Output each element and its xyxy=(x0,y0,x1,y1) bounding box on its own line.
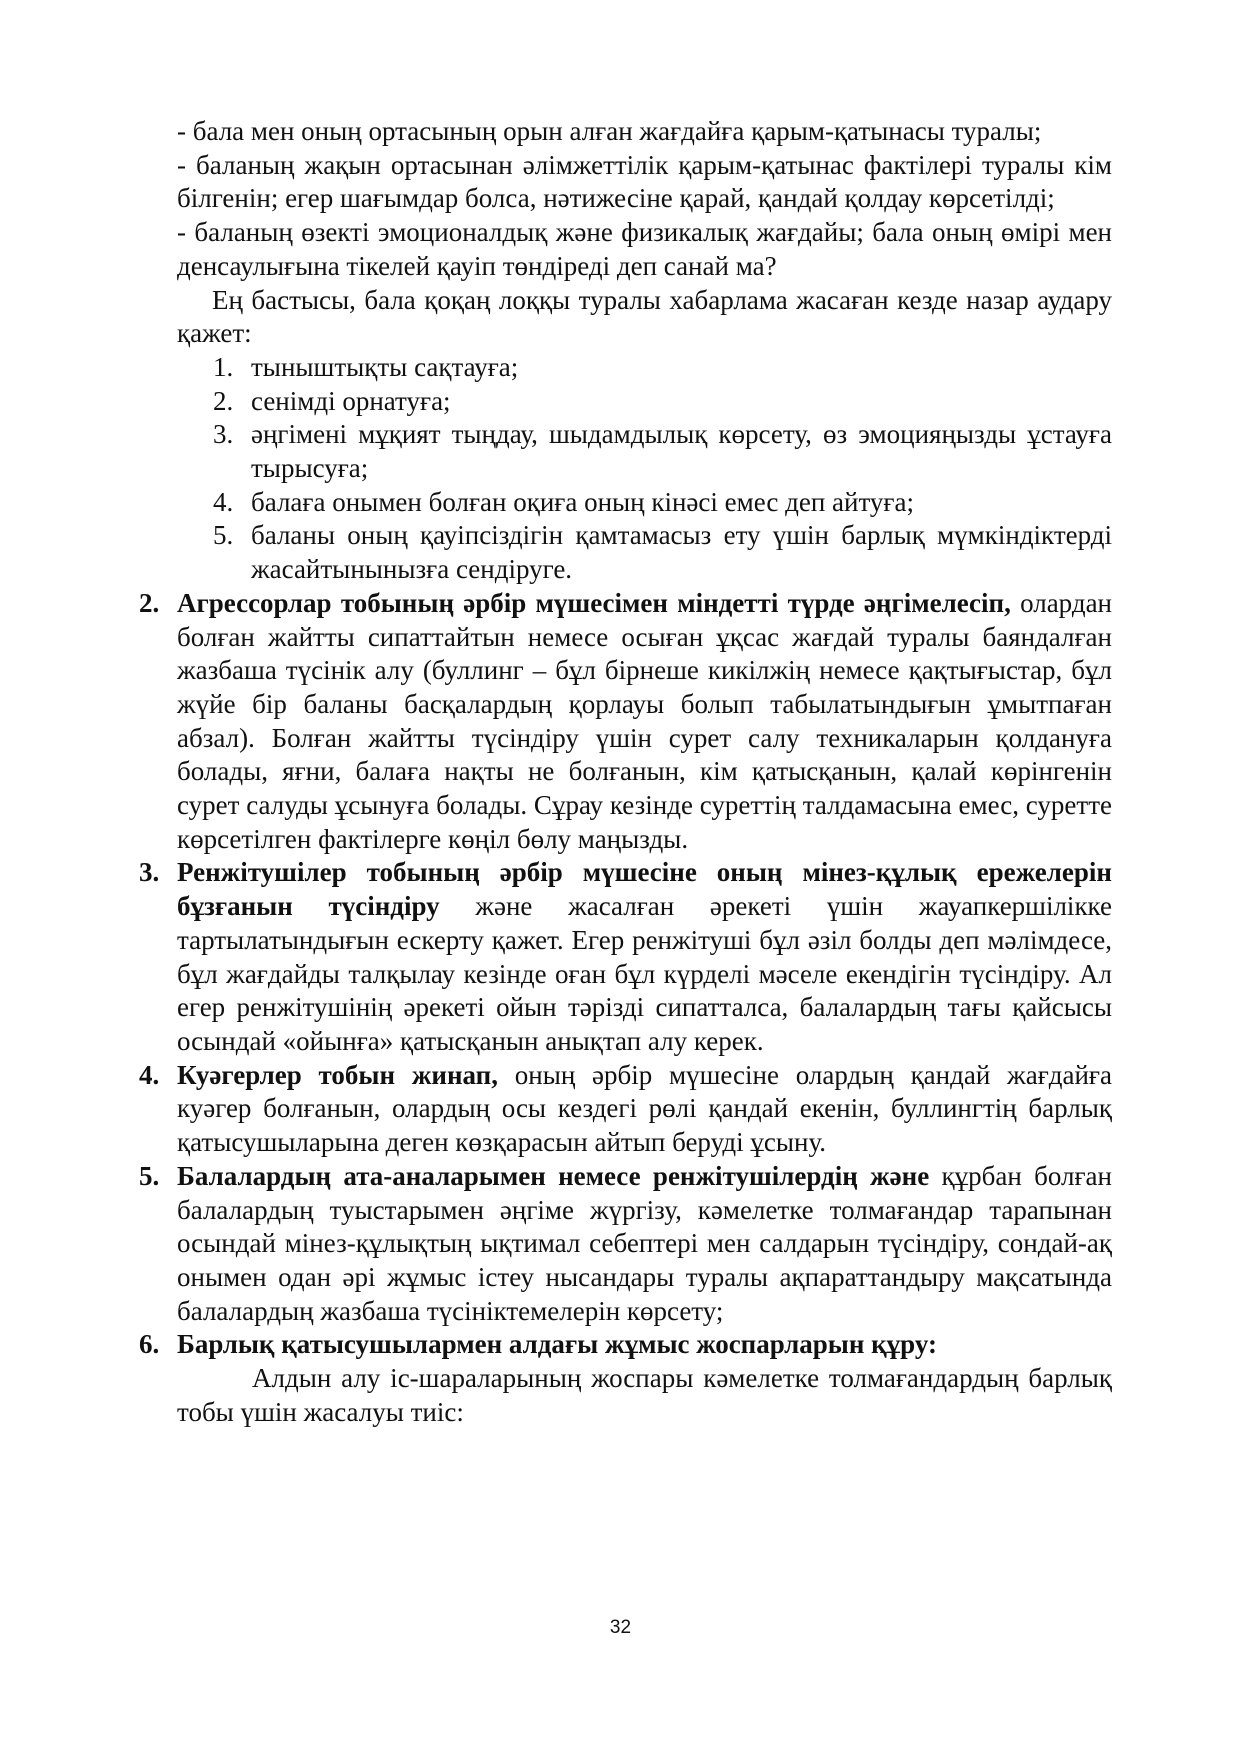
main-list-number: 3. xyxy=(139,857,160,888)
closing-paragraph: Алдын алу іс-шараларының жоспары кәмелетке толмағандардың барлық тобы үшін жасалуы тиіс: xyxy=(177,1363,1112,1427)
sub-list-number: 1. xyxy=(213,351,234,382)
sub-list-item xyxy=(177,486,1112,520)
sub-list-text: тыныштықты сақтауға; xyxy=(251,351,519,382)
main-list-text: құрбан болған балалардың туыстарымен әңгіме жүргізу, кәмелетке толмағандар тарапынан осындай мінез-құлықтың ықтимал себептері мен салдарын түсіндіру, сондай-ақ онымен одан әрі жұмыс істеу нысандары туралы ақпараттандыру мақсатында балалардың жазбаша түсініктемелерін көрсету; xyxy=(177,1160,1112,1326)
main-list-text: олардан болған жайтты сипаттайтын немесе осыған ұқсас жағдай туралы баяндалған жазбаша түсінік алу (буллинг – бұл бірнеше кикілжің немесе қақтығыстар, бұл жүйе бір баланы басқалардың қорлауы болып табылатындығын ұмытпаған абзал). Болған жайтты түсіндіру үшін сурет салу техникаларын қолдануға болады, яғни, балаға нақты не болғанын, кім қатысқанын, қалай көрінгенін сурет салуды ұсынуға болады. Сұрау кезінде суреттің талдамасына емес, суретте көрсетілген фактілерге көңіл бөлу маңызды. xyxy=(177,587,1112,854)
main-list-heading: Ренжітушілер тобының әрбір мүшесіне оның мінез-құлық ережелерін бұзғанын түсіндіру xyxy=(177,857,1112,922)
sub-list xyxy=(177,351,1112,587)
sub-list-number: 2. xyxy=(213,385,234,416)
document-body xyxy=(139,115,1112,1429)
page-number: 32 xyxy=(609,1617,632,1638)
sub-list-item xyxy=(177,519,1112,586)
intro-line: - баланың өзекті эмоционалдық және физикалық жағдайы; бала оның өмірі мен денсаулығына тікелей қауіп төндіреді деп санай ма? xyxy=(177,217,1112,281)
main-list-item xyxy=(139,1328,1112,1362)
main-list-heading: Куәгерлер тобын жинап, xyxy=(177,1059,498,1090)
main-list-number: 6. xyxy=(139,1329,160,1360)
sub-list-item xyxy=(177,351,1112,385)
main-list-number: 2. xyxy=(139,587,160,618)
sub-list-text: баланы оның қауіпсіздігін қамтамасыз ету үшін барлық мүмкіндіктерді жасайтынынызға сендіруге. xyxy=(251,520,1112,585)
main-list-heading: Балалардың ата-аналарымен немесе ренжітушілердің және xyxy=(177,1160,930,1191)
sub-list-text: сенімді орнатуға; xyxy=(251,385,451,416)
main-list-item xyxy=(139,856,1112,1058)
main-list-number: 5. xyxy=(139,1160,160,1191)
main-list-item xyxy=(139,1059,1112,1160)
sub-list-number: 5. xyxy=(213,520,234,551)
sub-list-item xyxy=(177,418,1112,485)
lead-paragraph: Ең бастысы, бала қоқаң лоққы туралы хабарлама жасаған кезде назар аудару қажет: xyxy=(177,284,1112,349)
sub-list-number: 4. xyxy=(213,486,234,517)
sub-list-text: әңгімені мұқият тыңдау, шыдамдылық көрсету, өз эмоцияңызды ұстауға тырысуға; xyxy=(251,419,1112,484)
main-list-item xyxy=(139,587,1112,857)
main-list-number: 4. xyxy=(139,1059,160,1090)
main-list xyxy=(139,587,1112,1362)
sub-list-number: 3. xyxy=(213,419,234,450)
sub-list-item xyxy=(177,385,1112,419)
main-list-text: оның әрбір мүшесіне олардың қандай жағдайға куәгер болғанын, олардың осы кездегі рөлі қандай екенін, буллингтің барлық қатысушыларына деген көзқарасын айтып беруді ұсыну. xyxy=(177,1059,1112,1158)
main-list-text: және жасалған әрекеті үшін жауапкершілікке тартылатындығын ескерту қажет. Егер ренжітуші бұл әзіл болды деп мәлімдесе, бұл жағдайды талқылау кезінде оған бұл күрделі мәселе екендігін түсіндіру. Ал егер ренжітушінің әрекеті ойын тәрізді сипатталса, балалардың тағы қайсысы осындай «ойынға» қатысқанын анықтап алу керек. xyxy=(177,891,1112,1056)
sub-list-text: балаға онымен болған оқиға оның кінәсі емес деп айтуға; xyxy=(251,486,914,517)
main-list-heading: Агрессорлар тобының әрбір мүшесімен міндетті түрде әңгімелесіп, xyxy=(177,587,1011,618)
intro-line: - баланың жақын ортасынан әлімжеттілік қарым-қатынас фактілері туралы кім білгенін; егер шағымдар болса, нәтижесіне қарай, қандай қолдау көрсетілді; xyxy=(177,149,1112,214)
main-list-heading: Барлық қатысушылармен алдағы жұмыс жоспарларын құру: xyxy=(177,1329,937,1360)
intro-line: - бала мен оның ортасының орын алған жағдайға қарым-қатынасы туралы; xyxy=(177,116,1042,146)
main-list-item xyxy=(139,1160,1112,1329)
